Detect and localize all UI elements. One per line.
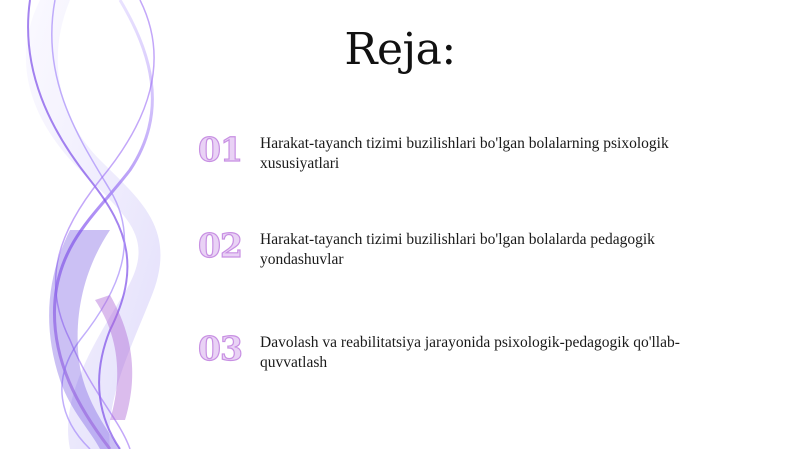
agenda-text-1: Harakat-tayanch tizimi buzilishlari bo'lgan bolalarning psixologik xususiyatlari (260, 135, 669, 172)
agenda-text-2: Harakat-tayanch tizimi buzilishlari bo'lgan bolalarda pedagogik yondashuvlar (260, 231, 655, 268)
agenda-item-3 (198, 329, 758, 389)
agenda-number-2: 02 (198, 226, 242, 265)
agenda-item-2 (198, 226, 758, 286)
agenda-text-3: Davolash va reabilitatsiya jarayonida psixologik-pedagogik qo'llab-quvvatlash (260, 334, 680, 371)
slide-title: Reja: (344, 24, 456, 75)
agenda-item-1 (198, 130, 758, 190)
agenda-number-3: 03 (198, 329, 242, 368)
agenda-number-1: 01 (198, 130, 242, 169)
smoke-ribbon-decoration (0, 0, 200, 449)
